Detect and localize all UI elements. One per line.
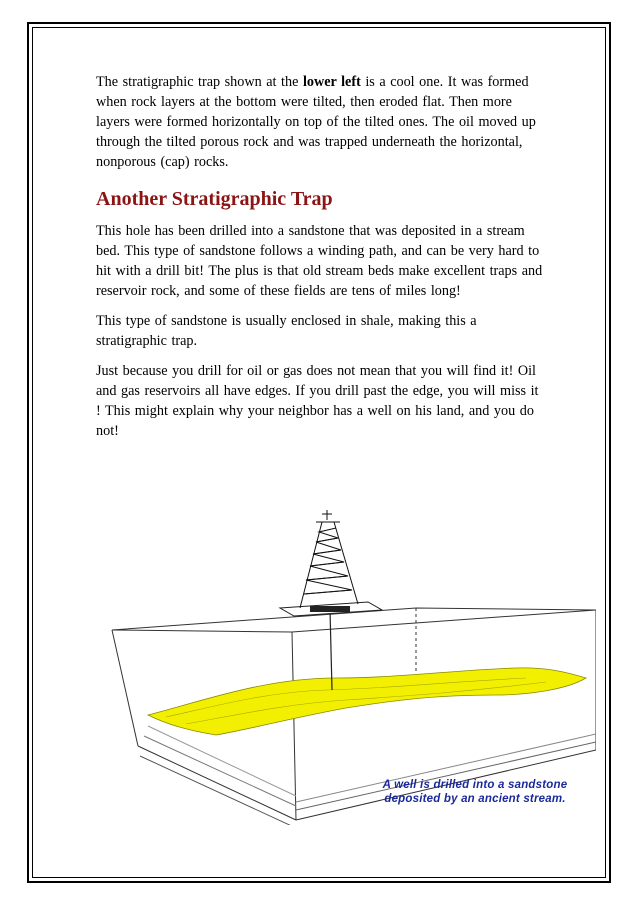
- oil-derrick: [300, 510, 358, 608]
- caption-line-2: deposited by an ancient stream.: [384, 793, 566, 805]
- sandstone-channel: [148, 668, 586, 735]
- derrick-base: [310, 606, 350, 612]
- intro-text-end: is a cool one. It was formed when rock layers at the bottom were tilted, then eroded flat. Then more layers were formed horizontally on top of the tilted ones. The oil moved up through the tilted porous rock and was trapped underneath the horizontal, nonporous (cap) rocks.: [96, 74, 536, 170]
- intro-text-start: The stratigraphic trap shown at the: [96, 74, 303, 90]
- caption-line-1: A well is drilled into a sandstone: [382, 779, 568, 791]
- body-paragraph-3: Just because you drill for oil or gas does not mean that you will find it! Oil and gas reservoirs all have edges. If you drill past the edge, you will miss it ! This might explain why your neighbor has a well on his land, and you do not!: [96, 363, 539, 439]
- body-paragraph-2: This type of sandstone is usually enclosed in shale, making this a stratigraphic trap.: [96, 313, 477, 349]
- page-content: [96, 72, 546, 451]
- intro-paragraph: [96, 72, 546, 172]
- figure-caption: [350, 778, 600, 806]
- section-heading: Another Stratigraphic Trap: [96, 188, 333, 210]
- body-paragraph-1: This hole has been drilled into a sandstone that was deposited in a stream bed. This type of sandstone follows a winding path, and can be very hard to hit with a drill bit! The plus is that old stream beds make excellent traps and reservoir rock, and some of these fields are tens of miles long!: [96, 223, 543, 299]
- intro-bold-text: lower left: [302, 74, 361, 90]
